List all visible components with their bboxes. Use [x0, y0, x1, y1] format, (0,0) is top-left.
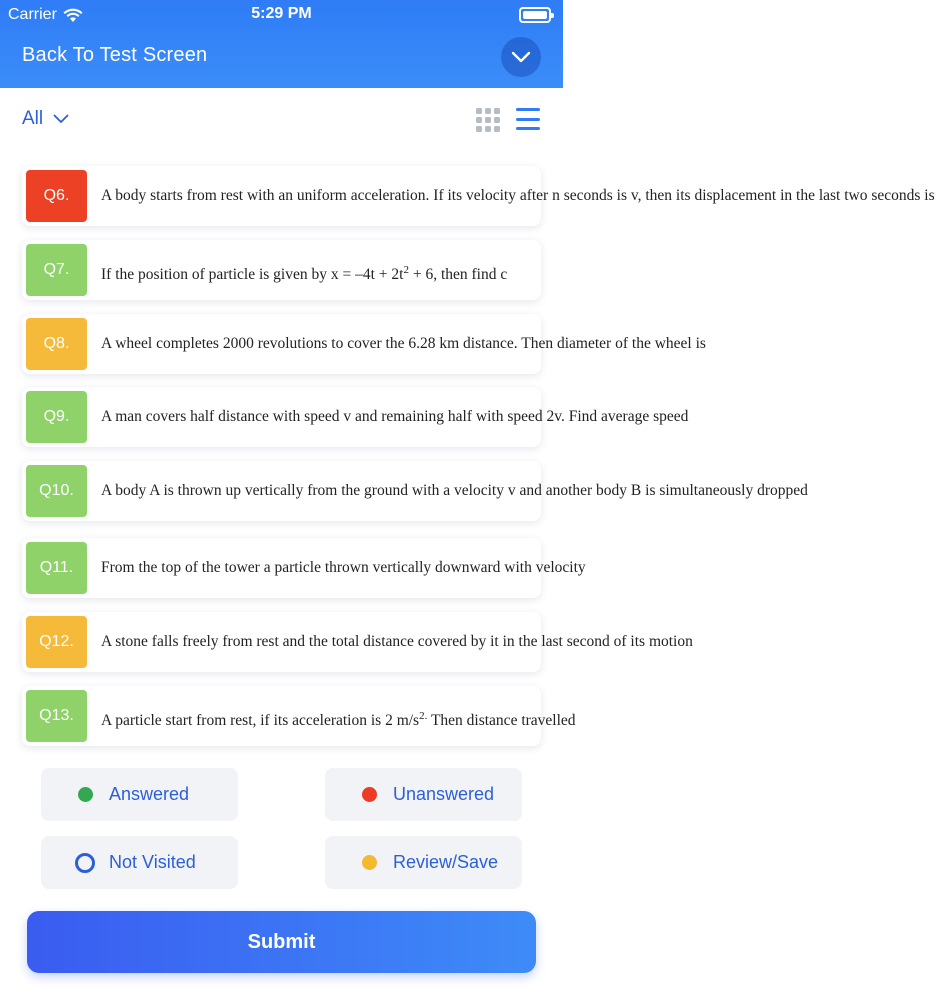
legend-unanswered-label: Unanswered: [393, 784, 495, 804]
question-text: If the position of particle is given by $x = -4t + 2t^2 + 6$, then find c: [101, 264, 508, 284]
question-number: Q11.: [26, 542, 87, 594]
legend-answered-label: Answered: [109, 784, 190, 804]
yellow-dot-icon: [362, 855, 377, 870]
collapse-button[interactable]: [501, 37, 541, 77]
filter-dropdown[interactable]: [22, 108, 69, 130]
submit-button[interactable]: Submit: [27, 911, 536, 973]
chevron-down-icon: [53, 114, 69, 124]
question-number: Q9.: [26, 391, 87, 443]
question-item[interactable]: [22, 314, 706, 374]
status-time: 5:29 PM: [251, 5, 312, 22]
battery-icon: [519, 7, 551, 23]
filter-row: [0, 96, 563, 148]
question-text: A body starts from rest with an uniform acceleration. If its velocity after n seconds is v, then its displacement in the last two seconds is: [101, 187, 935, 204]
chevron-down-icon: [511, 51, 531, 63]
filter-selected-label: All: [22, 108, 44, 129]
question-number: Q7.: [26, 244, 87, 296]
question-text: From the top of the tower a particle thrown vertically downward with velocity: [101, 559, 586, 576]
red-dot-icon: [362, 787, 377, 802]
question-item[interactable]: [22, 166, 935, 226]
list-view-icon[interactable]: [516, 108, 540, 130]
green-dot-icon: [78, 787, 93, 802]
legend-review[interactable]: [325, 836, 522, 889]
app-header: [0, 0, 563, 88]
question-number: Q8.: [26, 318, 87, 370]
question-number: Q13.: [26, 690, 87, 742]
question-text: A man covers half distance with speed v and remaining half with speed 2v. Find average speed: [101, 408, 689, 425]
question-item[interactable]: [22, 538, 586, 598]
question-item[interactable]: [22, 461, 808, 521]
question-item[interactable]: [22, 387, 689, 447]
empty-circle-icon: [75, 853, 95, 873]
question-list: [0, 158, 935, 742]
question-text: A wheel completes 2000 revolutions to cover the 6.28 km distance. Then diameter of the wheel is: [101, 335, 706, 352]
question-number: Q10.: [26, 465, 87, 517]
question-text: A body A is thrown up vertically from the ground with a velocity v and another body B is simultaneously dropped: [101, 482, 808, 499]
status-bar: [0, 0, 563, 30]
legend-not-visited[interactable]: [41, 836, 238, 889]
grid-view-icon[interactable]: [476, 108, 500, 132]
question-text: A stone falls freely from rest and the total distance covered by it in the last second of its motion: [101, 633, 693, 650]
carrier-label: Carrier: [8, 6, 57, 23]
legend-unanswered[interactable]: [325, 768, 522, 821]
legend-answered[interactable]: [41, 768, 238, 821]
question-text: A particle start from rest, if its acceleration is 2 $m/s^{2.}$ Then distance travelled: [101, 710, 576, 730]
question-item[interactable]: [22, 686, 576, 746]
legend-review-label: Review/Save: [393, 852, 499, 872]
legend-not-visited-label: Not Visited: [109, 852, 196, 872]
back-to-test-link[interactable]: Back To Test Screen: [22, 44, 208, 66]
question-number: Q12.: [26, 616, 87, 668]
question-item[interactable]: [22, 240, 541, 300]
question-item[interactable]: [22, 612, 693, 672]
question-number: Q6.: [26, 170, 87, 222]
